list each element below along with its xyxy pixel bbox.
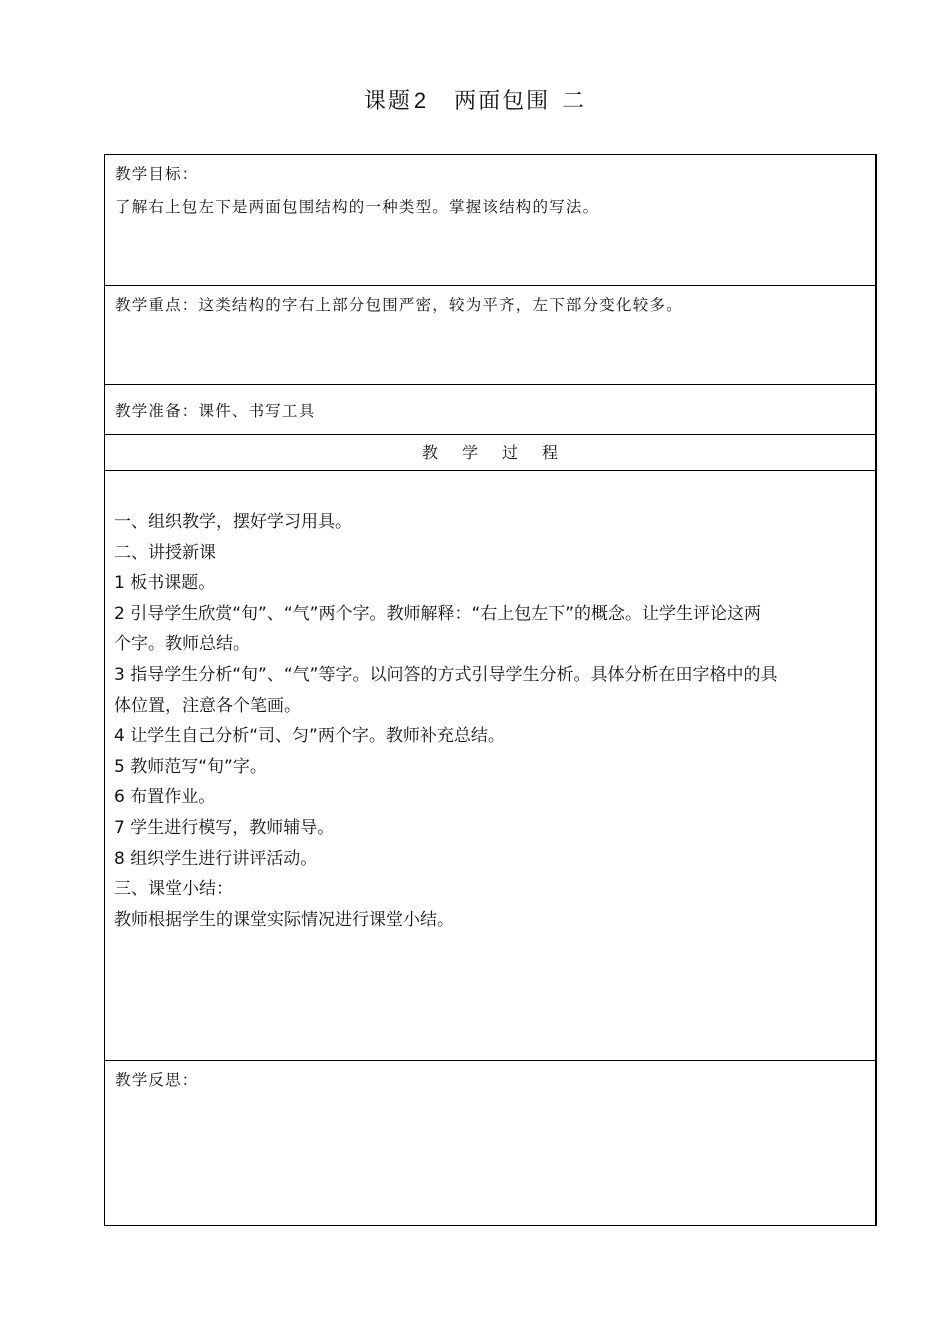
process-line: 8 组织学生进行讲评活动。 (114, 848, 318, 869)
process-line: 一、组织教学，摆好学习用具。 (114, 512, 352, 532)
process-heading-char: 教 (421, 443, 438, 462)
table-right-edge (876, 154, 877, 1226)
process-heading-char: 过 (502, 443, 519, 462)
goal-label: 教学目标： (115, 165, 199, 183)
process-line: 7 学生进行模写，教师辅导。 (114, 817, 335, 838)
process-line: 4 让学生自己分析“司、匀”两个字。教师补充总结。 (114, 726, 505, 747)
process-line: 二、讲授新课 (114, 542, 216, 563)
reflection-label: 教学反思： (115, 1071, 199, 1089)
process-line: 体位置，注意各个笔画。 (114, 695, 301, 716)
title-prefix: 课题 (363, 89, 412, 114)
process-row (105, 471, 875, 1061)
goal-row (105, 155, 875, 286)
process-heading-char: 程 (542, 443, 559, 462)
process-line: 三、课堂小结： (114, 879, 233, 900)
process-line: 3 指导学生分析“旬”、“气”等字。以问答的方式引导学生分析。具体分析在田字格中的具 (114, 664, 778, 685)
process-line: 6 布置作业。 (114, 787, 216, 808)
title-number: 2 (413, 88, 429, 113)
process-heading (105, 439, 875, 467)
process-line: 1 板书课题。 (114, 573, 216, 594)
process-heading-row (105, 435, 875, 471)
process-line: 2 引导学生欣赏“旬”、“气”两个字。教师解释：“右上包左下”的概念。让学生评论这两 (114, 603, 762, 624)
prep-text: 教学准备：课件、书写工具 (115, 402, 316, 420)
focus-row (105, 286, 875, 385)
title-name: 两面包围 (454, 89, 551, 114)
process-line: 个字。教师总结。 (114, 634, 250, 655)
title-suffix: 二 (562, 89, 587, 114)
prep-row (105, 385, 875, 435)
process-line: 5 教师范写“旬”字。 (114, 756, 267, 777)
page-title (0, 84, 950, 115)
focus-text: 教学重点：这类结构的字右上部分包围严密，较为平齐，左下部分变化较多。 (115, 296, 683, 314)
goal-text: 了解右上包左下是两面包围结构的一种类型。掌握该结构的写法。 (115, 198, 600, 216)
process-line: 教师根据学生的课堂实际情况进行课堂小结。 (114, 909, 454, 930)
reflection-row (105, 1061, 875, 1225)
lesson-table (104, 154, 876, 1226)
process-heading-char: 学 (461, 443, 478, 462)
process-content (114, 507, 870, 935)
